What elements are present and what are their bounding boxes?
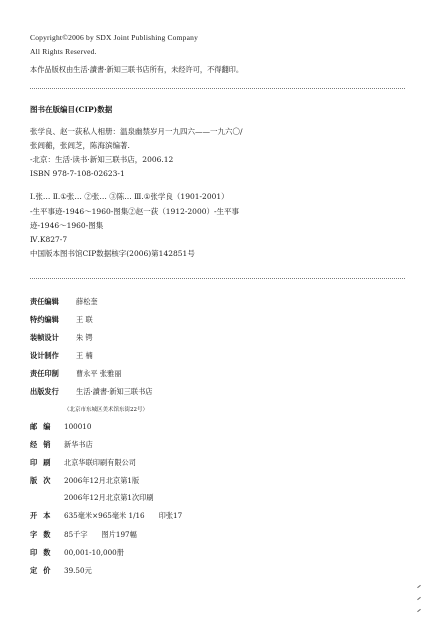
credit-label: 设计制作: [30, 351, 59, 360]
pub-info-row: [30, 459, 136, 466]
credit-value: 薛松奎: [76, 297, 98, 306]
pub-value: 00,001-10,000册: [64, 548, 124, 557]
pub-label: 定价: [30, 566, 57, 575]
pub-label: 印刷: [30, 458, 57, 467]
credit-row: [30, 298, 98, 305]
pub-value: 2006年12月北京第1版: [64, 476, 140, 485]
scan-mark: [417, 609, 421, 612]
pub-value: 新华书店: [64, 440, 93, 449]
pub-label: 版次: [30, 476, 57, 485]
pub-info-row: [30, 549, 124, 556]
copyright-notice: Copyright©2006 by SDX Joint Publishing Company: [30, 33, 199, 42]
credit-label: 装帧设计: [30, 333, 59, 342]
pub-value: 2006年12月北京第1次印刷: [64, 493, 154, 502]
credit-row: [30, 334, 93, 341]
pub-info-row: [30, 531, 137, 538]
pub-info-row: [30, 567, 92, 574]
pub-info-row: [30, 441, 93, 448]
separator: [30, 278, 405, 280]
credit-row: [30, 370, 121, 377]
cip-line: -生平事迹-1946～1960-图集②赵一荻（1912-2000）-生平事: [30, 207, 240, 216]
publisher-name: 生活·讀書·新知三联书店: [76, 387, 153, 396]
pub-value: 39.50元: [64, 566, 92, 575]
credit-value: 朱 锷: [76, 333, 93, 342]
pub-label: 开本: [30, 511, 57, 520]
credit-label: 责任印制: [30, 369, 59, 378]
pub-value: 85千字: [64, 530, 88, 539]
credit-value: 王 联: [76, 315, 93, 324]
credit-label: 出版发行: [30, 387, 59, 396]
pub-extra: 图片197幅: [101, 530, 137, 539]
cip-isbn: ISBN 978-7-108-02623-1: [30, 169, 125, 178]
credit-row: [30, 316, 93, 323]
pub-label: 邮编: [30, 422, 57, 431]
pub-info-row: [30, 477, 139, 484]
cip-record-number: 中国版本图书馆CIP数据核字(2006)第142851号: [30, 249, 195, 258]
pub-extra: 印张17: [158, 511, 183, 520]
credit-value: 王 楠: [76, 351, 93, 360]
cip-line: 张学良、赵一荻私人相册：温泉幽禁岁月一九四六——一九六〇/: [30, 127, 243, 136]
cip-title: 图书在版编目(CIP)数据: [30, 105, 113, 114]
pub-label: 经销: [30, 440, 57, 449]
rights-reserved: All Rights Reserved.: [30, 47, 97, 56]
credit-label: 责任编辑: [30, 297, 59, 306]
pub-value: 北京华联印刷有限公司: [64, 458, 136, 467]
scan-mark: [417, 585, 421, 588]
pub-value: 100010: [64, 422, 92, 431]
cip-line: -北京：生活·读书·新知三联书店，2006.12: [30, 155, 174, 164]
publisher-address: （北京市东城区美术馆东街22号）: [64, 407, 148, 413]
separator: [30, 88, 405, 90]
credit-row: [30, 352, 93, 359]
credit-row: [30, 388, 152, 395]
cip-classification: Ⅳ.K827-7: [30, 235, 68, 244]
pub-info-row: [30, 512, 182, 519]
pub-info-row: [30, 423, 91, 430]
copyright-statement-cn: 本作品版权由生活·讀書·新知三联书店所有，未经许可，不得翻印。: [30, 65, 244, 74]
pub-value: 635毫米×965毫米 1/16: [64, 511, 145, 520]
pub-label: 字数: [30, 530, 57, 539]
pub-label: 印数: [30, 548, 57, 557]
pub-info-row: [30, 494, 154, 501]
cip-line: 张闾蘅，张闾芝，陈海滨编著.: [30, 141, 130, 150]
cip-line: Ⅰ.张… Ⅱ.①张… ②张… ③陈… Ⅲ.①张学良（1901-2001）: [30, 192, 229, 201]
credit-label: 特约编辑: [30, 315, 59, 324]
credit-value: 曹永平 张雅丽: [76, 369, 122, 378]
cip-line: 迹-1946～1960-图集: [30, 221, 104, 230]
scan-mark: [417, 597, 421, 600]
